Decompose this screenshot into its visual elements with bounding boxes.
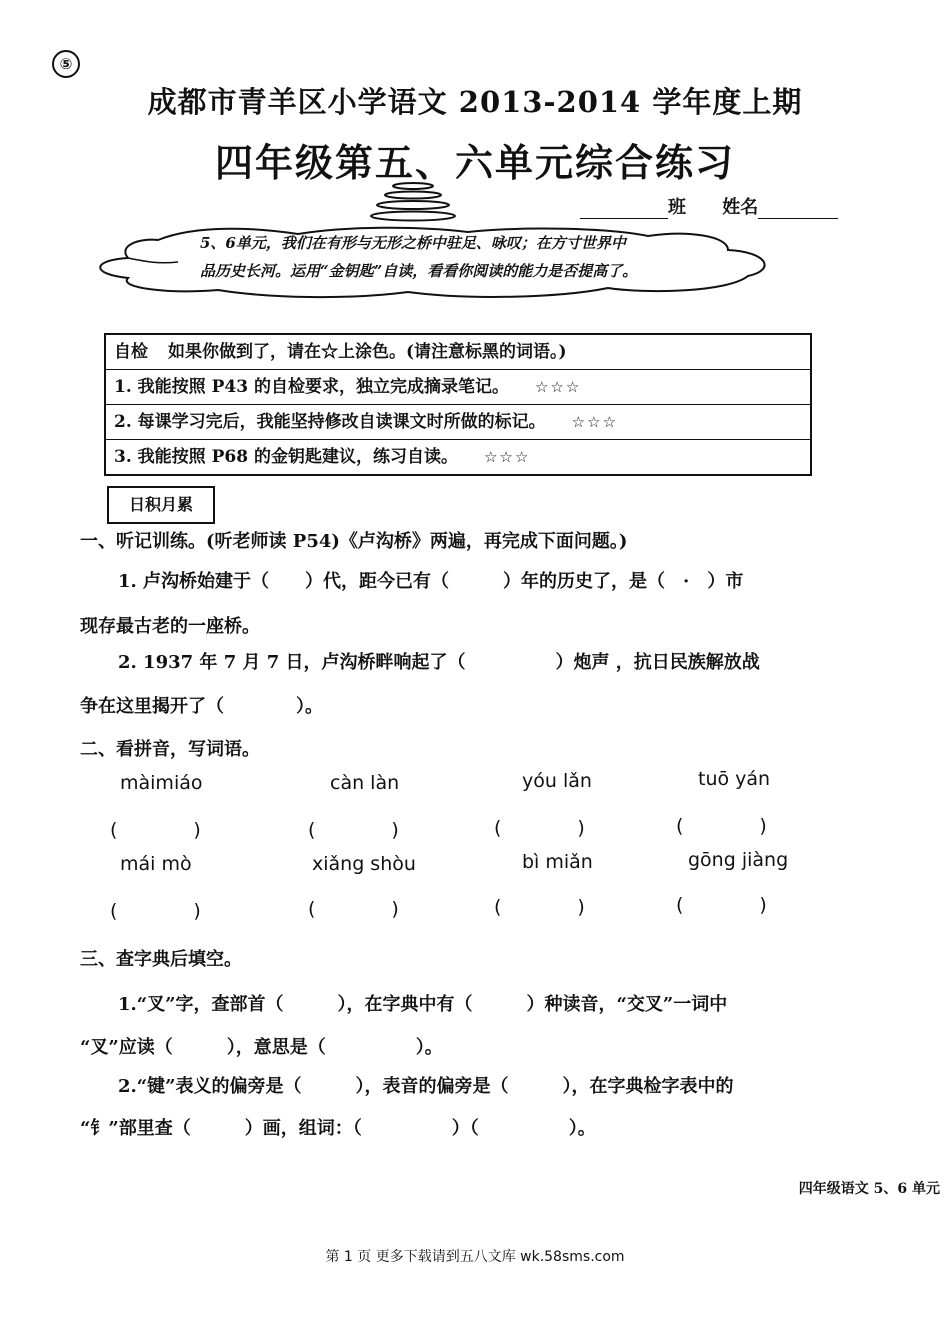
page-number-badge: ⑤	[52, 50, 80, 78]
pinyin-item: xiǎng shòu	[312, 853, 416, 875]
self-check-item-text: 1. 我能按照 P43 的自检要求，独立完成摘录笔记。	[114, 377, 509, 397]
section-3-q1-a: 1.“叉”字，查部首（ ），在字典中有（ ）种读音，“交叉”一词中	[118, 994, 728, 1015]
self-check-item	[106, 369, 810, 404]
section-1-title: 一、听记训练。(听老师读 P54)《卢沟桥》两遍，再完成下面问题。)	[80, 531, 628, 552]
answer-paren[interactable]: ( )	[494, 896, 585, 918]
section-1-q2-a: 2. 1937 年 7 月 7 日，卢沟桥畔响起了（ ）炮声 ，抗日民族解放战	[118, 652, 760, 673]
answer-paren[interactable]: ( )	[676, 815, 767, 837]
self-check-item-text: 3. 我能按照 P68 的金钥匙建议，练习自读。	[114, 447, 458, 467]
pinyin-item: bì miǎn	[522, 851, 593, 873]
answer-paren[interactable]: ( )	[110, 819, 201, 841]
self-check-item	[106, 439, 810, 474]
intro-line-1: 5、6单元，我们在有形与无形之桥中驻足、咏叹；在方寸世界中	[200, 234, 626, 252]
class-label: 班	[668, 197, 686, 218]
answer-paren[interactable]: ( )	[494, 817, 585, 839]
section-2-title: 二、看拼音，写词语。	[80, 739, 260, 760]
section-3-q2-a: 2.“键”表义的偏旁是（ ），表音的偏旁是（ ），在字典检字表中的	[118, 1076, 734, 1097]
self-check-header	[106, 335, 810, 369]
daily-accumulation-box: 日积月累	[107, 486, 215, 524]
pinyin-item: yóu lǎn	[522, 770, 592, 792]
answer-paren[interactable]: ( )	[308, 819, 399, 841]
section-3-title: 三、查字典后填空。	[80, 949, 242, 970]
self-check-table	[104, 333, 812, 476]
pinyin-item: màimiáo	[120, 772, 203, 794]
pinyin-item: càn làn	[330, 772, 400, 794]
title-line-1: 成都市青羊区小学语文 2013-2014 学年度上期	[147, 85, 803, 119]
answer-paren[interactable]: ( )	[110, 900, 201, 922]
self-check-item-text: 2. 每课学习完后，我能坚持修改自读课文时所做的标记。	[114, 412, 546, 432]
class-blank[interactable]	[580, 200, 668, 219]
title-line-2: 四年级第五、六单元综合练习	[214, 141, 735, 185]
self-check-instruction: 如果你做到了，请在☆上涂色。(请注意标黑的词语。)	[168, 342, 567, 362]
answer-paren[interactable]: ( )	[308, 898, 399, 920]
answer-paren[interactable]: ( )	[676, 894, 767, 916]
name-blank[interactable]	[758, 200, 838, 219]
footer-download-note: 第 1 页 更多下载请到五八文库 wk.58sms.com	[325, 1249, 625, 1265]
section-1-q1-b: 现存最古老的一座桥。	[80, 616, 260, 637]
pinyin-item: gōng jiàng	[688, 849, 789, 871]
name-label: 姓名	[722, 197, 759, 218]
footer-subject-label: 四年级语文 5、6 单元	[798, 1181, 940, 1197]
spiral-stack-icon	[368, 178, 458, 224]
section-1-q1-a: 1. 卢沟桥始建于（ ）代，距今已有（ ）年的历史了，是（ · ）市	[118, 571, 744, 592]
self-check-item	[106, 404, 810, 439]
class-name-field	[580, 193, 838, 219]
section-3-q2-b: “钅”部里查（ ）画，组词：（ ）（ ）。	[80, 1118, 596, 1139]
star-rating[interactable]: ☆☆☆	[571, 413, 619, 431]
section-3-q1-b: “叉”应读（ ），意思是（ ）。	[80, 1037, 443, 1058]
pinyin-item: mái mò	[120, 853, 192, 875]
star-rating[interactable]: ☆☆☆	[534, 378, 582, 396]
section-1-q2-b: 争在这里揭开了（ ）。	[80, 696, 323, 717]
intro-line-2: 品历史长河。运用“金钥匙”自读，看看你阅读的能力是否提高了。	[200, 262, 638, 280]
pinyin-item: tuō yán	[698, 768, 771, 790]
self-check-label: 自检	[114, 342, 148, 362]
star-rating[interactable]: ☆☆☆	[483, 448, 531, 466]
